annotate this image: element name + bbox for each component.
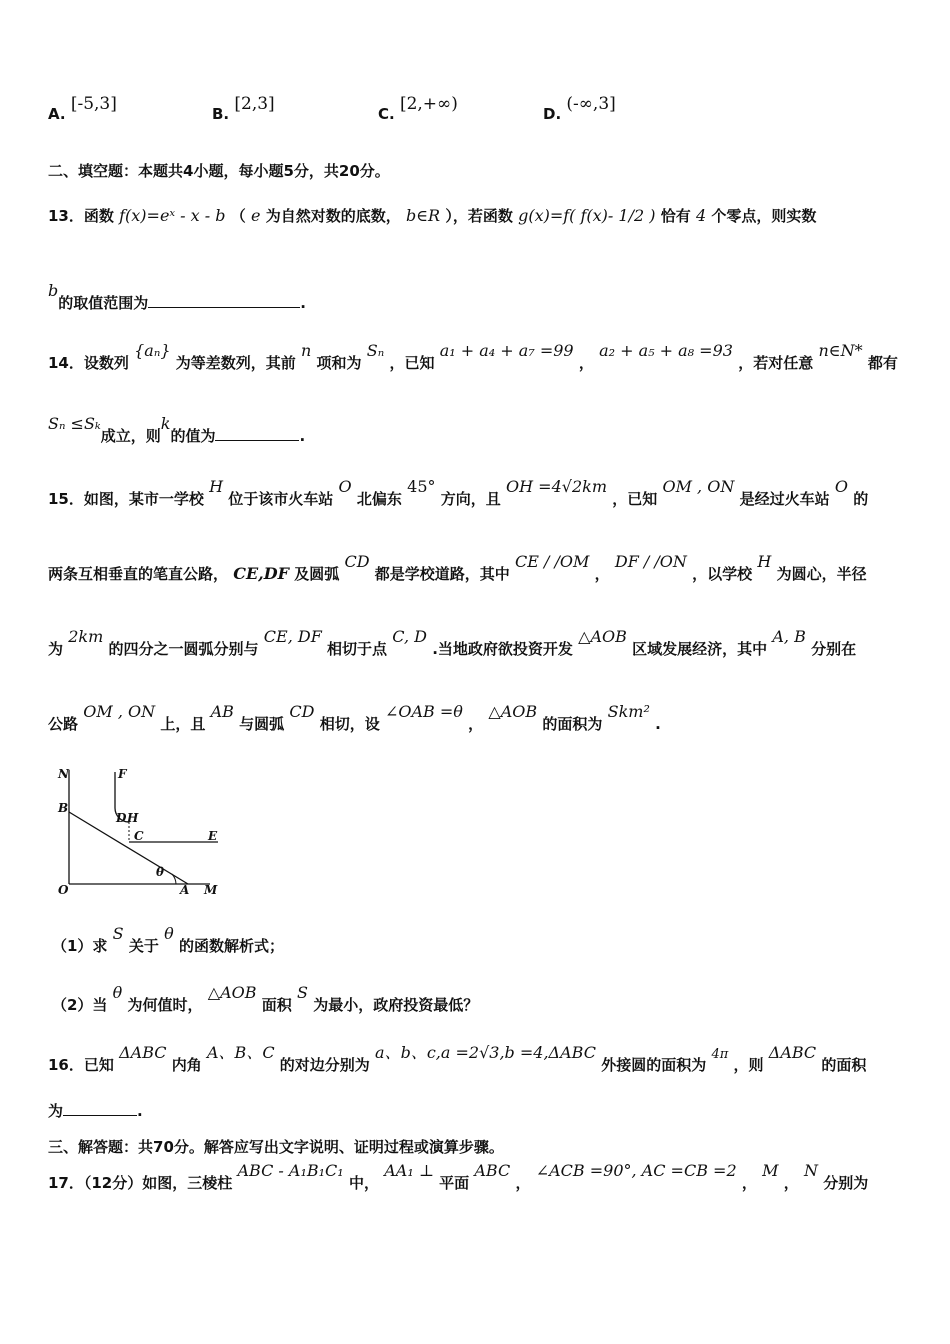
label-theta: θ (156, 865, 165, 879)
label-d: D (116, 811, 127, 825)
answer-blank[interactable] (215, 426, 299, 441)
q14-text: 成立，则 (100, 427, 161, 445)
q16-text: . (137, 1102, 143, 1120)
option-value: (-∞,3] (566, 94, 616, 114)
q15-text: 与圆弧 (239, 715, 285, 733)
q15-text: 15．如图，某市一学校 (48, 490, 204, 508)
label-a: A (180, 883, 190, 897)
q15-text: 分别在 (811, 640, 857, 658)
q15-math: 2km (68, 627, 104, 646)
q15-math: θ (112, 983, 123, 1002)
label-e: E (208, 829, 218, 843)
q17-text: 分别为 (823, 1174, 869, 1192)
q17-math: AA₁ ⊥ (384, 1161, 434, 1180)
label-b: B (58, 801, 69, 815)
q15-text: 北偏东 (356, 490, 402, 508)
q13-text: 个零点，则实数 (711, 207, 817, 225)
q15-text: 相切于点 (327, 640, 388, 658)
q17-math: ABC - A₁B₁C₁ (237, 1161, 344, 1180)
q13-text: 恰有 (660, 207, 691, 225)
q14-text: ，若对任意 (738, 354, 814, 372)
label-c: C (134, 829, 144, 843)
option-a (48, 94, 117, 124)
q15-text: 为最小，政府投资最低？ (313, 996, 479, 1014)
q15-text: 两条互相垂直的笔直公路， (48, 565, 229, 583)
q15-text: ， (594, 565, 610, 583)
q14-text: 的值为 (170, 427, 216, 445)
q14-text: 都有 (867, 354, 898, 372)
option-d (543, 94, 616, 124)
q13-text: 为自然对数的底数， (265, 207, 401, 225)
q15-text: 位于该市火车站 (228, 490, 334, 508)
q13-math: b∈R (405, 206, 441, 225)
q13-math: b (48, 281, 59, 300)
q15-text: 面积 (261, 996, 292, 1014)
q16-text: ，则 (733, 1056, 764, 1074)
q15-text: ，以学校 (692, 565, 753, 583)
q15-text: 为何值时， (127, 996, 203, 1014)
q15-text: ，已知 (612, 490, 658, 508)
q15-math: H (209, 477, 224, 496)
option-letter: A. (48, 105, 66, 123)
q14-text: 为等差数列，其前 (175, 354, 296, 372)
q15-math: CE, DF (263, 627, 322, 646)
q15-text: （1）求 (52, 937, 108, 955)
q14-math: a₁ + a₄ + a₇ =99 (439, 341, 574, 360)
q13-math: f(x)=eˣ - x - b (119, 206, 226, 225)
q16-text: 外接圆的面积为 (601, 1056, 707, 1074)
q13-math: e (251, 206, 261, 225)
q15-math: DF / /ON (614, 552, 687, 571)
question-14-line-1 (48, 341, 898, 373)
question-15-part-2 (52, 983, 479, 1015)
option-letter: D. (543, 105, 562, 123)
q15-math: C, D (392, 627, 427, 646)
q15-math: S (297, 983, 308, 1002)
q13-text: ），若函数 (445, 207, 513, 225)
q15-math: △AOB (207, 983, 257, 1002)
q15-math: △AOB (488, 702, 538, 721)
q15-math: △AOB (578, 627, 627, 646)
question-15-part-1 (52, 924, 285, 956)
q14-math: n (300, 341, 312, 360)
q14-math: Sₙ ≤Sₖ (48, 414, 101, 433)
label-o: O (58, 883, 69, 897)
q14-math: k (160, 414, 171, 433)
q15-text: ， (468, 715, 484, 733)
label-f: F (118, 767, 127, 781)
answer-blank[interactable] (148, 293, 300, 308)
q15-math: θ (164, 924, 174, 943)
q15-math: AB (210, 702, 234, 721)
road-diagram (48, 760, 238, 900)
option-letter: B. (212, 105, 230, 123)
q15-text: 都是学校道路，其中 (374, 565, 510, 583)
q15-math: 45° (407, 477, 436, 496)
q16-text: 为 (48, 1102, 64, 1120)
question-13-line-1 (48, 205, 816, 226)
q16-text: 的对边分别为 (279, 1056, 370, 1074)
q16-math: ΔABC (119, 1043, 167, 1062)
q15-text: 为 (48, 640, 64, 658)
q13-math: 4 (695, 206, 707, 225)
q13-text: . (300, 294, 306, 312)
q15-math: Skm² (607, 702, 650, 721)
q14-text: 项和为 (316, 354, 362, 372)
q16-text: 的面积 (821, 1056, 867, 1074)
q16-math: A、B、C (207, 1043, 275, 1062)
q15-text: 的四分之一圆弧分别与 (108, 640, 259, 658)
q15-text: .当地政府欲投资开发 (432, 640, 573, 658)
q15-math: CD (289, 702, 315, 721)
option-value: [-5,3] (70, 94, 117, 114)
q14-text: . (299, 427, 306, 445)
q13-text: （ (230, 207, 246, 225)
answer-blank[interactable] (63, 1101, 137, 1116)
q15-text: 方向，且 (440, 490, 501, 508)
section-heading-answer: 三、解答题：共70分。解答应写出文字说明、证明过程或演算步骤。 (48, 1138, 504, 1156)
q15-math: S (112, 924, 124, 943)
q14-text: ， (578, 354, 594, 372)
q15-text: 为圆心，半径 (776, 565, 867, 583)
q16-math: 4π (711, 1047, 729, 1062)
q14-text: 14．设数列 (48, 354, 129, 372)
q16-math: a、b、c,a =2√3,b =4,ΔABC (375, 1043, 596, 1062)
q17-text: ， (783, 1174, 799, 1192)
q15-text: . (655, 715, 661, 733)
q15-text: 区域发展经济，其中 (632, 640, 768, 658)
option-value: [2,+∞) (399, 94, 458, 114)
q15-math: CE,DF (233, 564, 289, 583)
q17-text: ， (515, 1174, 531, 1192)
q15-text: 公路 (48, 715, 79, 733)
q15-math: O (834, 477, 848, 496)
q15-math: CE / /OM (515, 552, 590, 571)
q17-math: M (762, 1161, 779, 1180)
question-13-line-2 (48, 281, 306, 313)
q15-math: ∠OAB =θ (384, 702, 463, 721)
q17-math: ∠ACB =90°, AC =CB =2 (535, 1161, 737, 1180)
q15-text: 关于 (128, 937, 159, 955)
q17-text: 中， (348, 1174, 379, 1192)
question-15-line-1 (48, 477, 869, 509)
option-c (378, 94, 458, 124)
q15-text: 的面积为 (542, 715, 603, 733)
question-17-line-1 (48, 1161, 869, 1193)
q15-math: OM , ON (83, 702, 156, 721)
q14-math: n∈N* (818, 341, 863, 360)
q17-math: ABC (474, 1161, 511, 1180)
q16-text: 16．已知 (48, 1056, 114, 1074)
q13-text: 的取值范围为 (58, 294, 149, 312)
q17-text: 17．（12分）如图，三棱柱 (48, 1174, 233, 1192)
q15-text: 的 (853, 490, 869, 508)
option-value: [2,3] (234, 94, 275, 114)
question-16-line-2 (48, 1100, 143, 1121)
question-15-line-3 (48, 627, 857, 659)
question-14-line-2 (48, 414, 306, 446)
q15-math: O (338, 477, 352, 496)
q14-text: ，已知 (389, 354, 435, 372)
q17-text: 平面 (439, 1174, 470, 1192)
label-h: H (127, 811, 139, 825)
q15-text: 上，且 (160, 715, 206, 733)
q15-text: 相切，设 (319, 715, 380, 733)
q15-math: H (757, 552, 772, 571)
q15-text: 及圆弧 (294, 565, 340, 583)
q13-math: g(x)=f( f(x)- 1/2 ) (518, 206, 656, 225)
q16-text: 内角 (171, 1056, 202, 1074)
q14-math: a₂ + a₅ + a₈ =93 (599, 341, 733, 360)
q15-math: OH =4√2km (506, 477, 607, 496)
q17-text: ， (741, 1174, 757, 1192)
q13-text: 13．函数 (48, 207, 114, 225)
q15-math: A, B (772, 627, 806, 646)
q14-math: {aₙ} (134, 341, 171, 360)
section-heading-fill-in: 二、填空题：本题共4小题，每小题5分，共20分。 (48, 162, 390, 180)
q15-math: OM , ON (662, 477, 735, 496)
question-16-line-1 (48, 1043, 867, 1075)
q15-text: 的函数解析式； (179, 937, 285, 955)
option-b (212, 94, 275, 124)
question-15-line-2 (48, 552, 867, 584)
q14-math: Sₙ (366, 341, 385, 360)
question-15-line-4 (48, 702, 661, 734)
q17-math: N (804, 1161, 818, 1180)
option-letter: C. (378, 105, 395, 123)
q15-text: （2）当 (52, 996, 108, 1014)
q15-math: CD (344, 552, 370, 571)
label-n: N (58, 767, 69, 781)
q15-text: 是经过火车站 (739, 490, 830, 508)
label-m: M (204, 883, 218, 897)
q16-math: ΔABC (768, 1043, 817, 1062)
